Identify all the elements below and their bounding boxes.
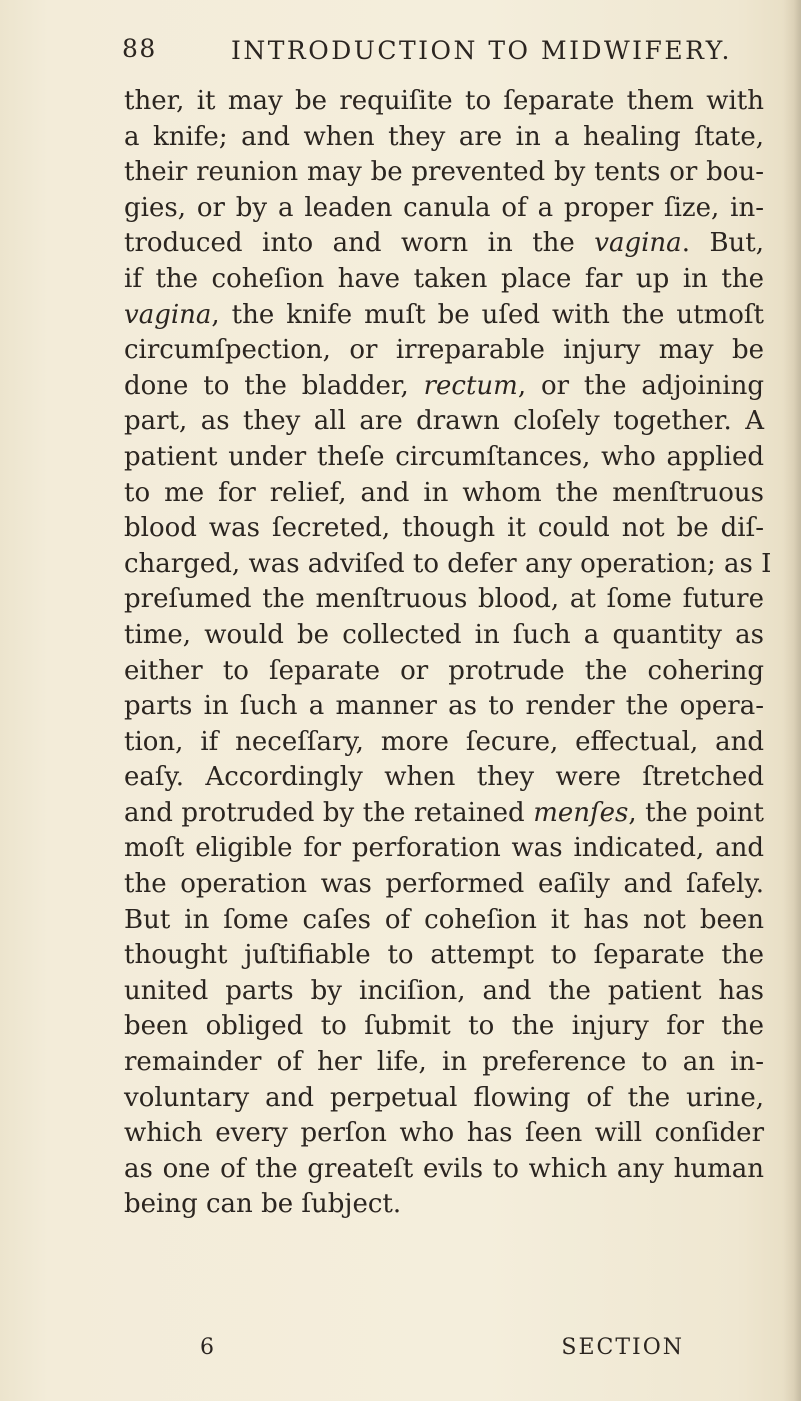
text-line: But in ſome caſes of coheſion it has not been	[124, 904, 764, 935]
text-line: to me for relief, and in whom the menſtruous	[124, 477, 764, 508]
text-line: blood was ſecreted, though it could not be diſ-	[124, 513, 764, 544]
text-line: as one of the greateſt evils to which any human	[124, 1153, 764, 1184]
text-line: moſt eligible for perforation was indicated, and	[124, 833, 764, 864]
page-number: 88	[122, 34, 157, 63]
page-header	[122, 34, 742, 74]
text-line: vagina, the knife muſt be uſed with the utmoſt	[124, 299, 764, 330]
text-line: and protruded by the retained menſes, the point	[124, 797, 764, 828]
text-line: part, as they all are drawn cloſely together. A	[124, 406, 764, 437]
page-edge-shadow	[783, 0, 801, 1401]
text-line: either to ſeparate or protrude the cohering	[124, 655, 764, 686]
text-line: done to the bladder, rectum, or the adjoining	[124, 370, 764, 401]
text-line: ther, it may be requiſite to ſeparate them with	[124, 86, 764, 116]
catchword: SECTION	[561, 1335, 684, 1360]
text-line: remainder of her life, in preference to an in-	[124, 1047, 764, 1078]
text-line: thought juſtifiable to attempt to ſeparate the	[124, 940, 764, 971]
text-line: parts in ſuch a manner as to render the opera-	[124, 691, 764, 722]
text-line: a knife; and when they are in a healing ſtate,	[124, 121, 764, 152]
text-line: circumſpection, or irreparable injury may be	[124, 335, 764, 366]
text-line: if the coheſion have taken place far up in the	[124, 263, 764, 294]
text-line: preſumed the menſtruous blood, at ſome future	[124, 584, 764, 615]
text-line: which every perſon who has ſeen will conſider	[124, 1118, 764, 1149]
running-head: INTRODUCTION TO MIDWIFERY.	[231, 36, 732, 65]
text-line: gies, or by a leaden canula of a proper ſize, in-	[124, 192, 764, 223]
text-line: troduced into and worn in the vagina. But,	[124, 228, 765, 259]
body-text	[124, 84, 772, 1223]
text-line: voluntary and perpetual flowing of the urine,	[124, 1082, 764, 1113]
text-line: their reunion may be prevented by tents or bou-	[124, 157, 764, 188]
text-line: patient under theſe circumſtances, who applied	[124, 441, 764, 472]
signature-mark: 6	[200, 1335, 214, 1360]
text-line: being can be ſubject.	[124, 1189, 402, 1220]
text-line: time, would be collected in ſuch a quantity as	[124, 619, 764, 650]
text-line: the operation was performed eaſily and ſafely.	[124, 869, 764, 900]
text-line: tion, if neceſſary, more ſecure, effectual, and	[124, 726, 764, 757]
text-line: been obliged to ſubmit to the injury for the	[124, 1011, 764, 1042]
page-footer	[124, 1335, 684, 1375]
text-line: united parts by inciſion, and the patient has	[124, 975, 764, 1006]
text-line: eaſy. Accordingly when they were ſtretched	[124, 762, 764, 793]
text-line: charged, was adviſed to defer any operation; as I	[124, 548, 772, 579]
